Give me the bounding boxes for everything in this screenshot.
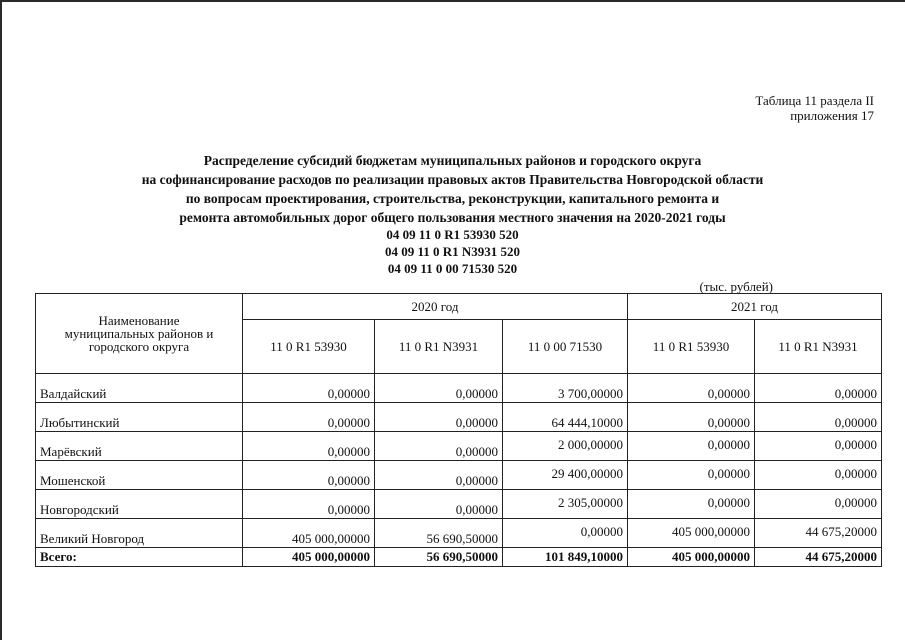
header-year-2020: 2020 год xyxy=(243,294,628,320)
title-line-2: на софинансирование расходов по реализации правовых актов Правительства Новгородской области xyxy=(141,172,764,187)
value-cell: 0,00000 xyxy=(755,374,882,403)
value-cell: 0,00000 xyxy=(628,374,755,403)
value-cell: 0,00000 xyxy=(243,432,375,461)
caption-line-2: приложения 17 xyxy=(790,108,874,123)
total-value-cell: 405 000,00000 xyxy=(243,548,375,567)
value-cell: 405 000,00000 xyxy=(628,519,755,548)
table-row xyxy=(36,403,882,432)
title-line-1: Распределение субсидий бюджетам муниципальных районов и городского округа xyxy=(203,153,702,168)
table-row xyxy=(36,432,882,461)
header-code-cell: 11 0 R1 53930 xyxy=(243,320,375,374)
value-cell: 0,00000 xyxy=(243,374,375,403)
header-name-column xyxy=(36,294,243,374)
total-value-cell: 101 849,10000 xyxy=(503,548,628,567)
value-cell: 0,00000 xyxy=(755,403,882,432)
title-line-3: по вопросам проектирования, строительства, реконструкции, капитального ремонта и xyxy=(185,191,720,206)
header-name-line-2: муниципальных районов и xyxy=(64,326,214,341)
value-cell: 56 690,50000 xyxy=(375,519,503,548)
subsidy-table xyxy=(35,293,882,567)
value-cell: 0,00000 xyxy=(243,461,375,490)
row-name-cell: Любытинский xyxy=(36,403,243,432)
value-cell: 0,00000 xyxy=(628,403,755,432)
value-cell: 44 675,20000 xyxy=(755,519,882,548)
value-cell: 2 000,00000 xyxy=(503,432,628,461)
row-name-cell: Марёвский xyxy=(36,432,243,461)
document-title xyxy=(0,151,905,227)
row-name-cell: Мошенской xyxy=(36,461,243,490)
budget-code-1: 04 09 11 0 R1 53930 520 xyxy=(386,227,519,242)
value-cell: 0,00000 xyxy=(375,403,503,432)
header-name-line-1: Наименование xyxy=(98,313,180,328)
value-cell: 0,00000 xyxy=(375,461,503,490)
header-code-cell: 11 0 R1 N3931 xyxy=(755,320,882,374)
table-row xyxy=(36,374,882,403)
value-cell: 64 444,10000 xyxy=(503,403,628,432)
value-cell: 2 305,00000 xyxy=(503,490,628,519)
value-cell: 0,00000 xyxy=(628,490,755,519)
scan-edge-left xyxy=(0,0,2,640)
title-line-4: ремонта автомобильных дорог общего пользования местного значения на 2020-2021 годы xyxy=(179,210,726,225)
value-cell: 0,00000 xyxy=(503,519,628,548)
value-cell: 0,00000 xyxy=(243,490,375,519)
row-name-cell: Великий Новгород xyxy=(36,519,243,548)
value-cell: 29 400,00000 xyxy=(503,461,628,490)
value-cell: 0,00000 xyxy=(628,432,755,461)
header-code-cell: 11 0 R1 53930 xyxy=(628,320,755,374)
value-cell: 0,00000 xyxy=(375,374,503,403)
value-cell: 0,00000 xyxy=(755,490,882,519)
units-label: (тыс. рублей) xyxy=(699,279,773,294)
value-cell: 0,00000 xyxy=(755,461,882,490)
value-cell: 3 700,00000 xyxy=(503,374,628,403)
value-cell: 0,00000 xyxy=(755,432,882,461)
value-cell: 0,00000 xyxy=(243,403,375,432)
value-cell: 405 000,00000 xyxy=(243,519,375,548)
table-row xyxy=(36,519,882,548)
caption-line-1: Таблица 11 раздела II xyxy=(755,93,874,108)
header-row-years xyxy=(36,294,882,320)
scan-edge-top xyxy=(0,0,905,2)
row-name-cell: Валдайский xyxy=(36,374,243,403)
value-cell: 0,00000 xyxy=(375,490,503,519)
table-caption xyxy=(755,93,874,123)
budget-code-3: 04 09 11 0 00 71530 520 xyxy=(387,261,518,276)
header-code-cell: 11 0 00 71530 xyxy=(503,320,628,374)
budget-codes xyxy=(0,226,905,277)
total-value-cell: 405 000,00000 xyxy=(628,548,755,567)
header-year-2021: 2021 год xyxy=(628,294,882,320)
value-cell: 0,00000 xyxy=(375,432,503,461)
table-row xyxy=(36,461,882,490)
header-code-cell: 11 0 R1 N3931 xyxy=(375,320,503,374)
total-row xyxy=(36,548,882,567)
total-value-cell: 44 675,20000 xyxy=(755,548,882,567)
total-value-cell: 56 690,50000 xyxy=(375,548,503,567)
row-name-cell: Новгородский xyxy=(36,490,243,519)
total-label-cell: Всего: xyxy=(36,548,243,567)
budget-code-2: 04 09 11 0 R1 N3931 520 xyxy=(384,244,521,259)
value-cell: 0,00000 xyxy=(628,461,755,490)
table-row xyxy=(36,490,882,519)
header-name-line-3: городского округа xyxy=(88,339,190,354)
